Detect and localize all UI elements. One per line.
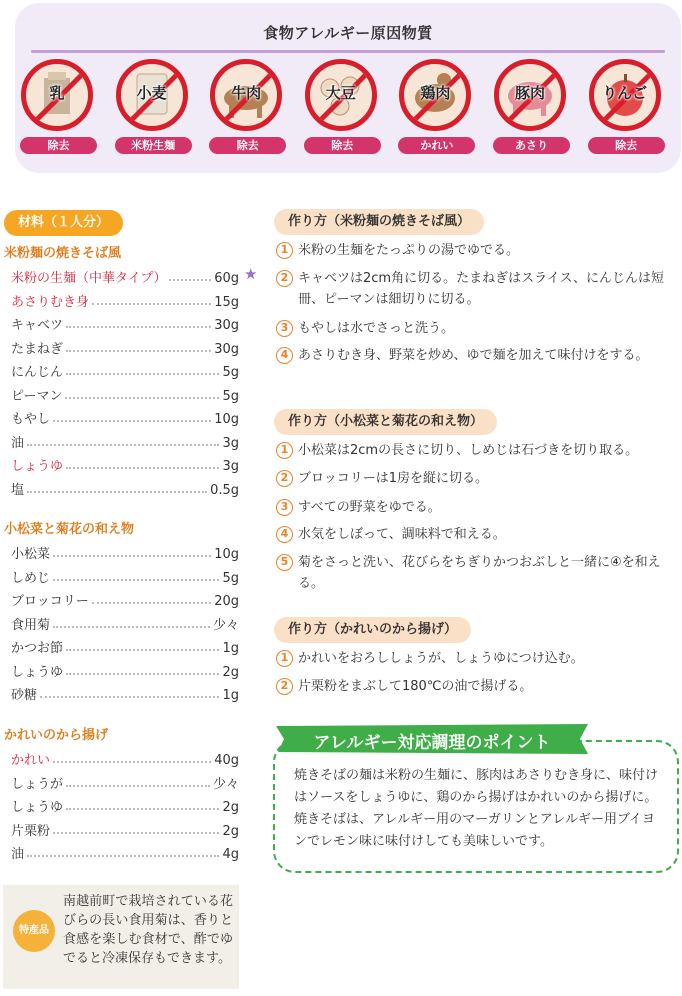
ingredient-amount: 少々 — [212, 617, 239, 633]
specialty-text: 南越前町で栽培されている花びらの長い食用菊は、香りと食感を楽しむ食材で、酢でゆでると冷凍保存もできます。 — [63, 894, 233, 966]
ingredient-row — [11, 817, 239, 839]
ingredient-amount: 少々 — [212, 776, 239, 792]
allergen-name: りんご — [602, 84, 648, 102]
ingredient-name: 砂糖 — [11, 688, 38, 703]
leader-dots — [66, 808, 219, 810]
allergen-badge: 米粉生麺 — [115, 137, 192, 154]
step-text: 水気をしぼって、調味料で和える。 — [298, 527, 506, 542]
step-number-icon: 1 — [276, 242, 293, 259]
ingredient-amount: 1g — [222, 641, 239, 656]
leader-dots — [66, 785, 210, 787]
allergy-point-banner — [276, 724, 588, 754]
allergen-item — [491, 57, 571, 161]
ingredient-row — [11, 335, 239, 357]
allergen-badge: 除去 — [304, 137, 381, 154]
ingredient-row — [11, 382, 239, 404]
ingredient-row — [11, 840, 239, 862]
step-number-icon: 2 — [276, 470, 293, 487]
ingredient-amount: 0.5g — [210, 482, 239, 498]
allergen-item — [18, 57, 98, 161]
leader-dots — [27, 855, 219, 857]
allergen-badge: かれい — [398, 137, 475, 154]
ingredients-header: 材料（１人分） — [4, 210, 123, 236]
ingredient-amount: 40g — [214, 753, 239, 768]
method-step — [276, 268, 676, 310]
ingredient-amount: 2g — [222, 823, 239, 839]
ingredient-row — [11, 634, 239, 656]
ingredient-name: にんじん — [11, 365, 64, 380]
leader-dots — [53, 555, 211, 557]
step-number-icon: 1 — [276, 442, 293, 459]
ingredient-name: キャベツ — [11, 318, 64, 333]
allergen-item — [396, 57, 476, 161]
step-text: すべての野菜をゆでる。 — [298, 500, 441, 515]
ingredient-amount: 5g — [222, 388, 239, 404]
allergen-name: 鶏肉 — [420, 84, 451, 102]
step-number-icon: 3 — [276, 320, 293, 337]
ingredient-name: 油 — [11, 847, 25, 862]
allergen-name: 乳 — [49, 84, 65, 102]
method-step — [276, 240, 676, 261]
allergy-point-text: 焼きそばの麺は米粉の生麺に、豚肉はあさりむき身に、味付けはソースをしょうゆに、鶏のから揚げはかれいのから揚げに。焼きそばは、アレルギー用のマーガリンとアレルギー用ブイヨンでレモン味に味付けしても美味しいです。 — [294, 768, 659, 849]
step-text: 小松菜は2cmの長さに切り、しめじは石づきを切り取る。 — [298, 443, 639, 458]
ingredient-row — [11, 658, 239, 680]
ingredient-amount: 5g — [222, 365, 239, 380]
ingredient-name: 米粉の生麺（中華タイプ） — [11, 271, 167, 286]
step-text: キャベツは2cm角に切る。たまねぎはスライス、にんじんは短冊、ピーマンは細切りに切る。 — [298, 271, 664, 307]
leader-dots — [53, 579, 219, 581]
allergy-point-title: アレルギー対応調理のポイント — [313, 733, 551, 753]
apple-icon — [589, 59, 661, 131]
wheat-icon — [116, 59, 188, 131]
method-step — [276, 318, 676, 339]
step-number-icon: 1 — [276, 650, 293, 667]
ingredient-amount: 30g — [214, 341, 239, 357]
ingredient-row — [11, 587, 239, 609]
ingredient-amount: 30g — [214, 318, 239, 333]
leader-dots — [53, 832, 219, 834]
ingredient-row — [11, 564, 239, 586]
allergen-item — [207, 57, 287, 161]
step-text: もやしは水でさっと洗う。 — [298, 321, 455, 336]
chicken-icon — [399, 59, 471, 131]
ingredient-name: 小松菜 — [11, 547, 51, 562]
ingredient-name: かれい — [11, 753, 51, 768]
ingredient-name: 片栗粉 — [11, 823, 51, 839]
pork-icon — [494, 59, 566, 131]
leader-dots — [92, 602, 211, 604]
method-step — [276, 345, 676, 366]
soy-icon — [305, 59, 377, 131]
allergen-name: 小麦 — [136, 84, 167, 102]
ingredient-amount: 2g — [222, 800, 239, 815]
method-step — [276, 648, 676, 669]
allergen-item — [113, 57, 193, 161]
leader-dots — [53, 626, 210, 628]
allergen-item — [302, 57, 382, 161]
ingredient-amount: 5g — [222, 570, 239, 586]
ingredient-row — [11, 429, 239, 451]
ingredient-amount: 3g — [222, 459, 239, 474]
ingredient-name: しょうゆ — [11, 459, 64, 474]
ingredient-row — [11, 288, 239, 310]
ingredient-row — [11, 540, 239, 562]
leader-dots — [53, 761, 211, 763]
ingredient-amount: 10g — [214, 412, 239, 427]
milk-icon — [21, 59, 93, 131]
ingredient-row — [11, 611, 239, 633]
ingredient-amount: 4g — [222, 847, 239, 862]
step-number-icon: 5 — [276, 554, 293, 571]
ingredient-name: ピーマン — [11, 388, 63, 404]
ingredient-name: かつお節 — [11, 641, 64, 656]
specialty-box — [3, 885, 239, 989]
step-text: あさりむき身、野菜を炒め、ゆで麺を加えて味付けをする。 — [298, 348, 649, 363]
leader-dots — [40, 696, 219, 698]
leader-dots — [27, 491, 207, 493]
allergen-divider — [31, 50, 665, 53]
ingredient-name: 塩 — [11, 482, 25, 498]
method-title: 作り方（米粉麺の焼きそば風） — [274, 209, 484, 235]
leader-dots — [66, 649, 219, 651]
ingredient-name: しょうゆ — [11, 664, 64, 680]
ingredient-name: 油 — [11, 435, 25, 451]
leader-dots — [66, 373, 219, 375]
allergen-name: 牛肉 — [231, 84, 262, 102]
ingredient-row — [11, 311, 239, 333]
allergen-badge: あさり — [493, 137, 570, 154]
step-number-icon: 2 — [276, 270, 293, 287]
method-step — [276, 497, 676, 518]
ingredient-name: しめじ — [11, 570, 51, 586]
step-number-icon: 3 — [276, 499, 293, 516]
leader-dots — [66, 350, 211, 352]
ingredient-row — [11, 681, 239, 703]
method-step — [276, 552, 676, 594]
allergen-name: 豚肉 — [514, 84, 545, 102]
leader-dots — [65, 397, 219, 399]
ingredient-name: しょうが — [11, 776, 64, 792]
leader-dots — [66, 673, 219, 675]
ingredient-row — [11, 770, 239, 792]
ingredient-amount: 10g — [214, 547, 239, 562]
allergen-title: 食物アレルギー原因物質 — [263, 24, 433, 42]
ingredient-amount: 1g — [222, 688, 239, 703]
ingredient-name: ブロッコリー — [11, 594, 89, 609]
ingredient-amount: 15g — [214, 294, 239, 310]
method-step — [276, 440, 676, 461]
leader-dots — [66, 326, 211, 328]
leader-dots — [27, 444, 219, 446]
leader-dots — [92, 303, 211, 305]
method-step — [276, 468, 676, 489]
ingredient-name: 食用菊 — [11, 617, 51, 633]
ingredient-row — [11, 746, 239, 768]
ingredient-section-title: かれいのから揚げ — [4, 728, 109, 743]
ingredient-row — [11, 264, 239, 286]
star-icon: ★ — [244, 265, 258, 283]
ingredient-name: もやし — [11, 412, 51, 427]
ingredient-amount: 2g — [222, 664, 239, 680]
method-step — [276, 524, 676, 545]
leader-dots — [169, 279, 211, 281]
ingredient-amount: 60g — [214, 271, 239, 286]
step-number-icon: 2 — [276, 678, 293, 695]
step-text: 片栗粉をまぶして180℃の油で揚げる。 — [298, 679, 533, 694]
ingredient-row — [11, 405, 239, 427]
leader-dots — [66, 467, 219, 469]
allergen-badge: 除去 — [588, 137, 665, 154]
allergen-name: 大豆 — [325, 84, 356, 102]
method-step — [276, 676, 676, 697]
step-number-icon: 4 — [276, 526, 293, 543]
ingredient-row — [11, 358, 239, 380]
step-number-icon: 4 — [276, 347, 293, 364]
beef-icon — [210, 59, 282, 131]
ingredient-name: しょうゆ — [11, 800, 64, 815]
ingredient-row — [11, 452, 239, 474]
ingredient-name: あさりむき身 — [11, 294, 90, 310]
step-text: ブロッコリーは1房を縦に切る。 — [298, 471, 489, 486]
method-title: 作り方（小松菜と菊花の和え物） — [274, 409, 497, 435]
ingredient-section-title: 小松菜と菊花の和え物 — [4, 522, 135, 537]
ingredient-section-title: 米粉麺の焼きそば風 — [4, 246, 122, 261]
step-text: 菊をさっと洗い、花びらをちぎりかつおぶしと一緒に④を和える。 — [298, 555, 661, 591]
ingredient-row — [11, 793, 239, 815]
specialty-badge: 特産品 — [13, 910, 55, 952]
method-title: 作り方（かれいのから揚げ） — [274, 617, 471, 643]
ingredient-name: たまねぎ — [11, 341, 64, 357]
ingredient-amount: 3g — [222, 435, 239, 451]
step-text: 米粉の生麺をたっぷりの湯でゆでる。 — [298, 243, 520, 258]
allergen-badge: 除去 — [209, 137, 286, 154]
allergen-badge: 除去 — [20, 137, 97, 154]
allergen-item — [586, 57, 666, 161]
ingredient-amount: 20g — [214, 594, 239, 609]
leader-dots — [53, 420, 211, 422]
step-text: かれいをおろししょうが、しょうゆにつけ込む。 — [298, 651, 584, 666]
ingredient-row — [11, 476, 239, 498]
